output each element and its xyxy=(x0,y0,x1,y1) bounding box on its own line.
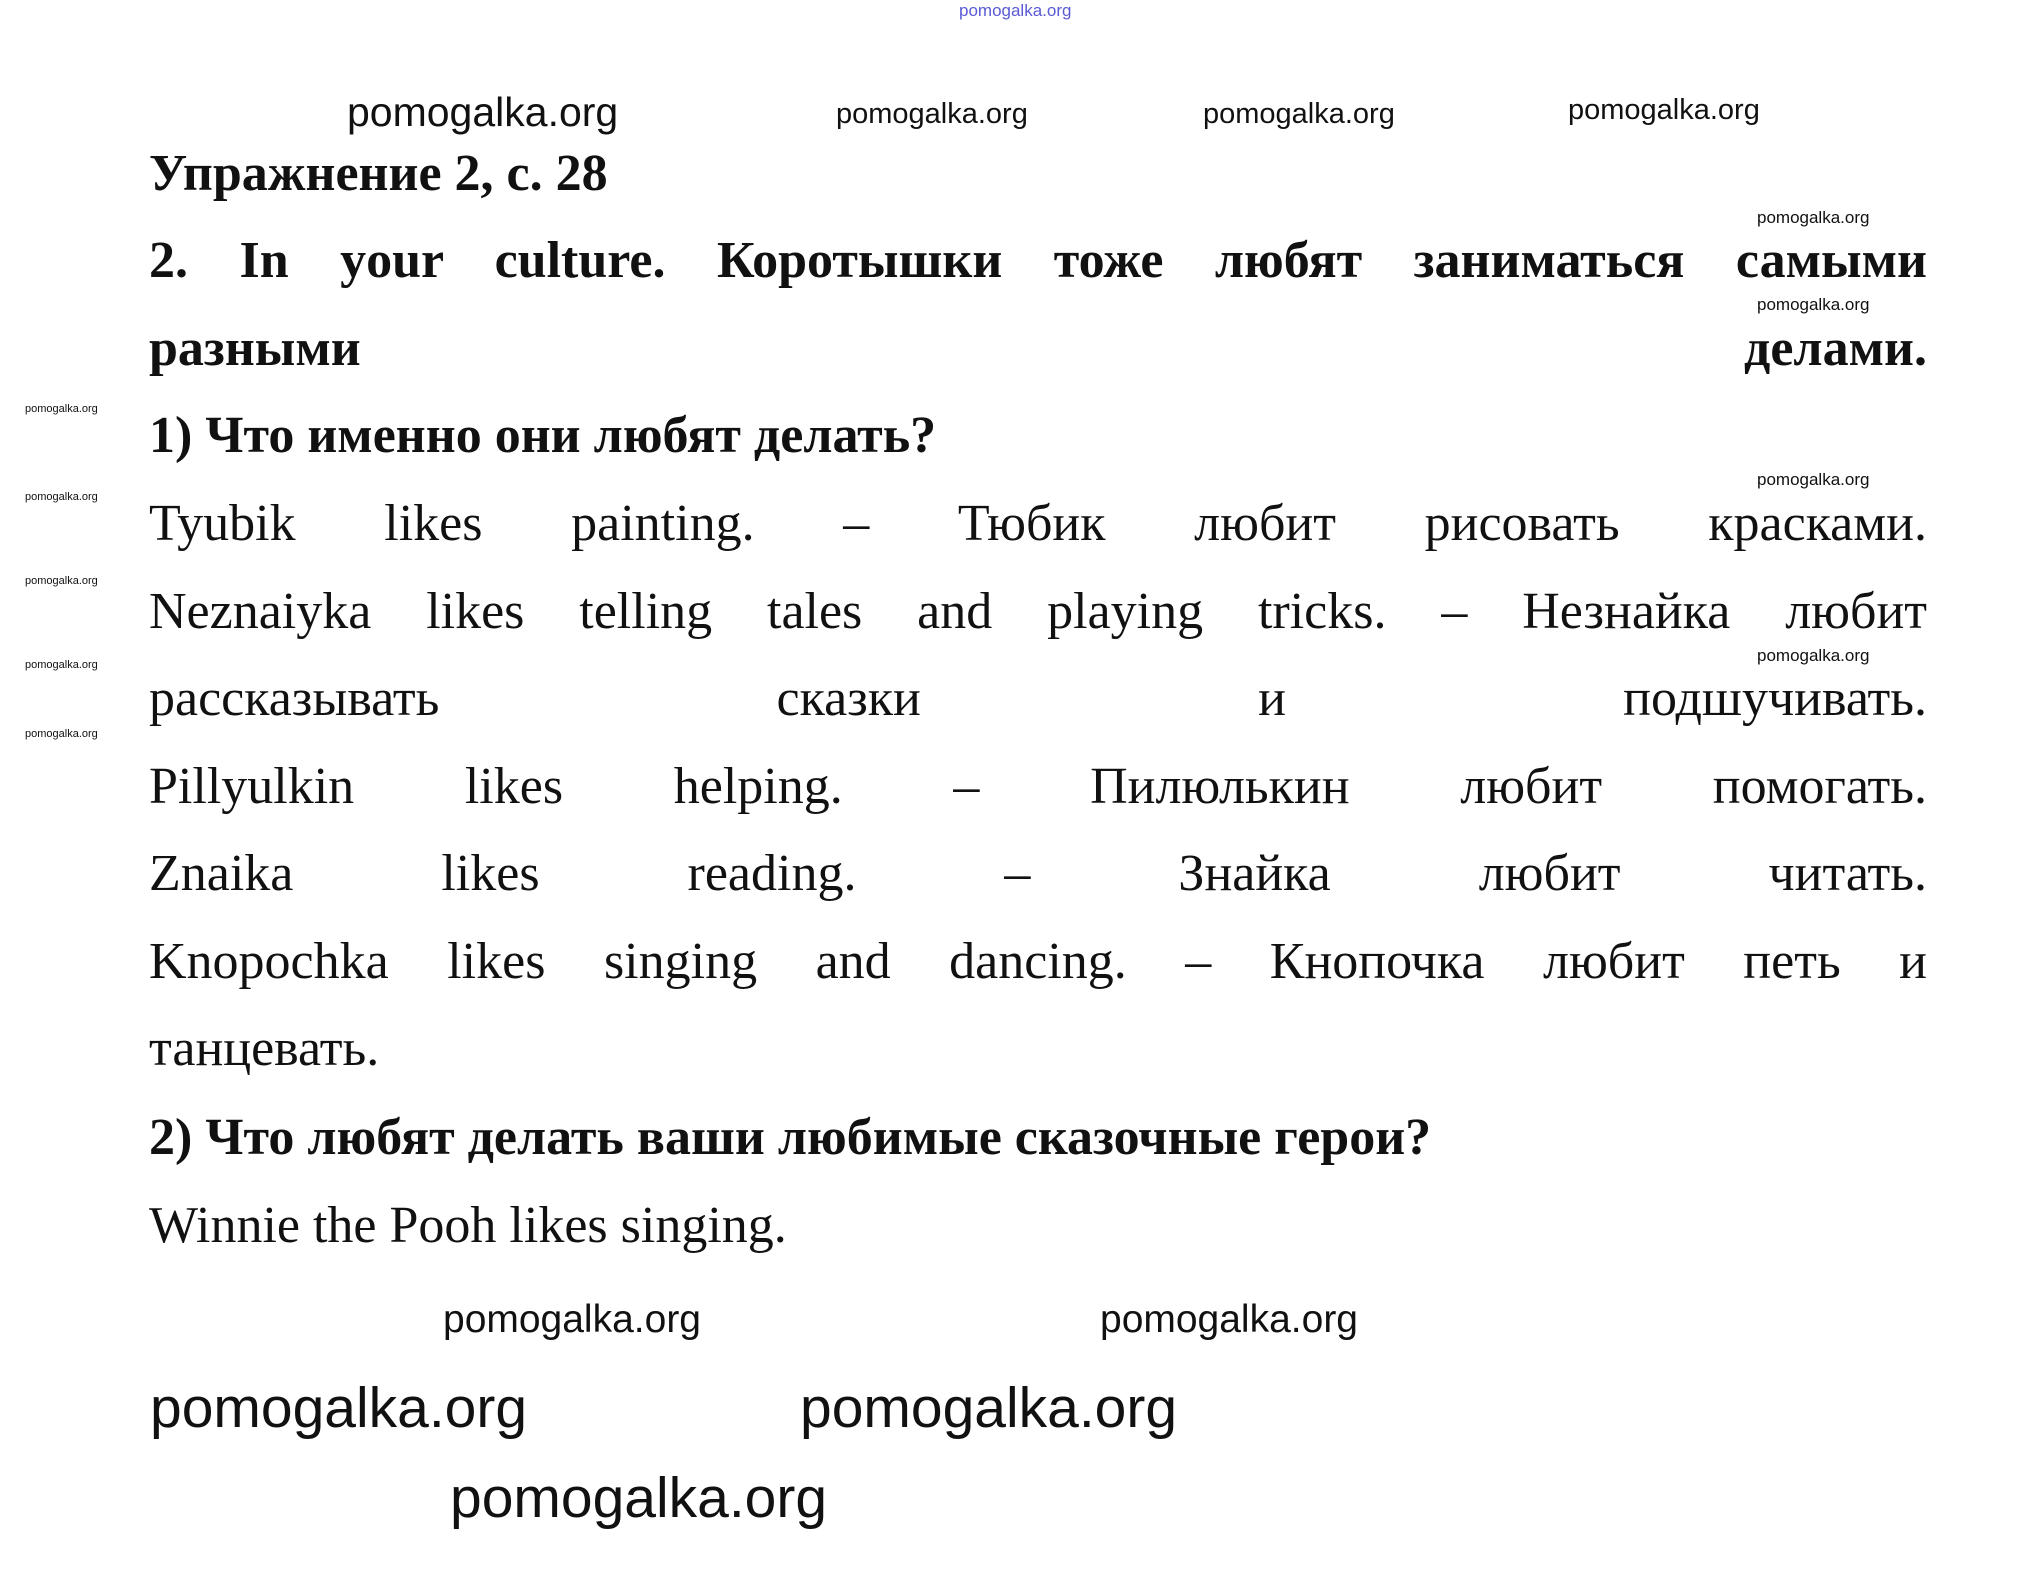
watermark: pomogalka.org xyxy=(1757,646,1870,665)
watermark: pomogalka.org xyxy=(1100,1298,1358,1341)
watermark: pomogalka.org xyxy=(1568,94,1760,126)
watermark-top: pomogalka.org xyxy=(959,1,1072,20)
task-line-1: 2. In your culture. Коротышки тоже любят заниматься самыми xyxy=(149,232,1927,289)
watermark: pomogalka.org xyxy=(800,1376,1178,1440)
answer-line: Neznaiyka likes telling tales and playing tricks. – Незнайка любит xyxy=(149,583,1927,640)
watermark: pomogalka.org xyxy=(25,403,98,415)
watermark: pomogalka.org xyxy=(1757,470,1870,489)
watermark: pomogalka.org xyxy=(443,1298,701,1341)
question-1: 1) Что именно они любят делать? xyxy=(149,407,937,464)
watermark: pomogalka.org xyxy=(1757,208,1870,227)
watermark: pomogalka.org xyxy=(450,1466,828,1530)
answer-line: рассказывать сказки и подшучивать. xyxy=(149,670,1927,727)
watermark: pomogalka.org xyxy=(25,659,98,671)
task-line-2 xyxy=(149,320,1927,377)
watermark: pomogalka.org xyxy=(25,575,98,587)
watermark: pomogalka.org xyxy=(347,89,619,135)
answer-2: Winnie the Pooh likes singing. xyxy=(149,1197,787,1254)
answer-line: Knopochka likes singing and dancing. – Кнопочка любит петь и xyxy=(149,933,1927,990)
answer-line: Pillyulkin likes helping. – Пилюлькин любит помогать. xyxy=(149,758,1927,815)
task-line-2-right: делами. xyxy=(1744,320,1927,377)
task-line-2-left: разными xyxy=(149,320,361,377)
answer-line: Tyubik likes painting. – Тюбик любит рисовать красками. xyxy=(149,495,1927,552)
watermark: pomogalka.org xyxy=(25,491,98,503)
watermark: pomogalka.org xyxy=(1757,295,1870,314)
answer-line: танцевать. xyxy=(149,1020,380,1077)
watermark: pomogalka.org xyxy=(1203,98,1395,130)
exercise-title: Упражнение 2, с. 28 xyxy=(149,145,608,202)
watermark: pomogalka.org xyxy=(25,728,98,740)
question-2: 2) Что любят делать ваши любимые сказочные герои? xyxy=(149,1109,1432,1166)
watermark: pomogalka.org xyxy=(150,1376,528,1440)
watermark: pomogalka.org xyxy=(836,98,1028,130)
answer-line: Znaika likes reading. – Знайка любит читать. xyxy=(149,845,1927,902)
